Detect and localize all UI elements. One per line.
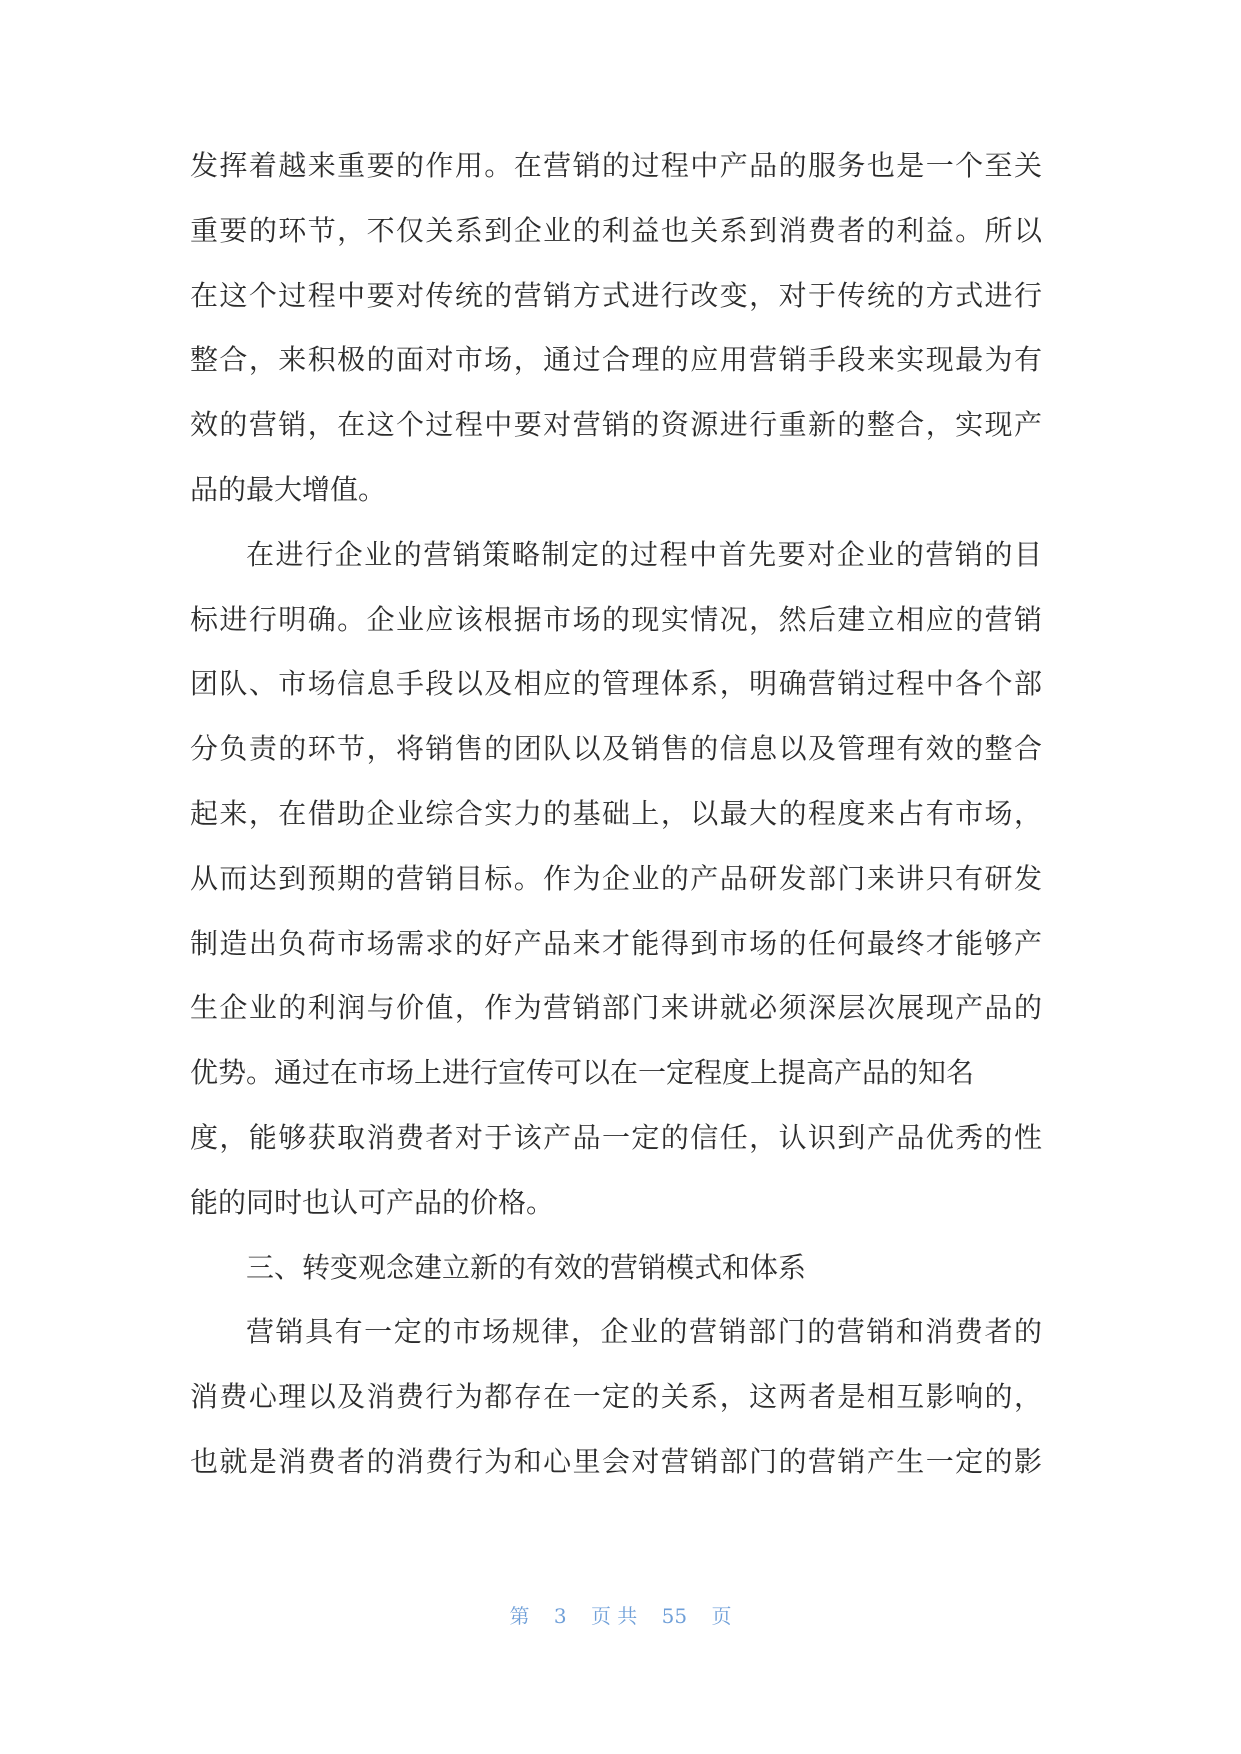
page-footer (0, 1604, 1241, 1628)
text-line: 标进行明确。企业应该根据市场的现实情况，然后建立相应的营销 (190, 602, 1042, 636)
section-heading: 三、转变观念建立新的有效的营销模式和体系 (246, 1250, 807, 1284)
text-line: 优势。通过在市场上进行宣传可以在一定程度上提高产品的知名 (190, 1056, 975, 1090)
text-line: 品的最大增值。 (190, 472, 387, 506)
text-line: 团队、市场信息手段以及相应的管理体系，明确营销过程中各个部 (190, 667, 1042, 701)
text-line: 营销具有一定的市场规律，企业的营销部门的营销和消费者的 (246, 1315, 1042, 1349)
text-line: 在这个过程中要对传统的营销方式进行改变，对于传统的方式进行 (190, 278, 1042, 312)
text-line: 消费心理以及消费行为都存在一定的关系，这两者是相互影响的， (190, 1380, 1042, 1414)
text-line: 效的营销，在这个过程中要对营销的资源进行重新的整合，实现产 (190, 408, 1042, 442)
total-pages-number: 55 (661, 1604, 688, 1628)
text-line: 度，能够获取消费者对于该产品一定的信任，认识到产品优秀的性 (190, 1120, 1042, 1154)
text-line: 生企业的利润与价值，作为营销部门来讲就必须深层次展现产品的 (190, 991, 1042, 1025)
text-line: 从而达到预期的营销目标。作为企业的产品研发部门来讲只有研发 (190, 861, 1042, 895)
text-line: 重要的环节，不仅关系到企业的利益也关系到消费者的利益。所以 (190, 213, 1042, 247)
text-line: 也就是消费者的消费行为和心里会对营销部门的营销产生一定的影 (190, 1444, 1042, 1478)
footer-prefix: 第 (509, 1604, 530, 1628)
body-text (190, 148, 1042, 1509)
text-line: 能的同时也认可产品的价格。 (190, 1185, 555, 1219)
current-page-number: 3 (553, 1604, 567, 1628)
text-line: 整合，来积极的面对市场，通过合理的应用营销手段来实现最为有 (190, 343, 1042, 377)
text-line: 制造出负荷市场需求的好产品来才能得到市场的任何最终才能够产 (190, 926, 1042, 960)
footer-middle: 页 共 (590, 1604, 638, 1628)
text-line: 分负责的环节，将销售的团队以及销售的信息以及管理有效的整合 (190, 732, 1042, 766)
text-line: 发挥着越来重要的作用。在营销的过程中产品的服务也是一个至关 (190, 149, 1042, 182)
text-line: 在进行企业的营销策略制定的过程中首先要对企业的营销的目 (246, 537, 1042, 571)
text-line: 起来，在借助企业综合实力的基础上，以最大的程度来占有市场， (190, 796, 1042, 830)
footer-suffix: 页 (711, 1604, 732, 1628)
